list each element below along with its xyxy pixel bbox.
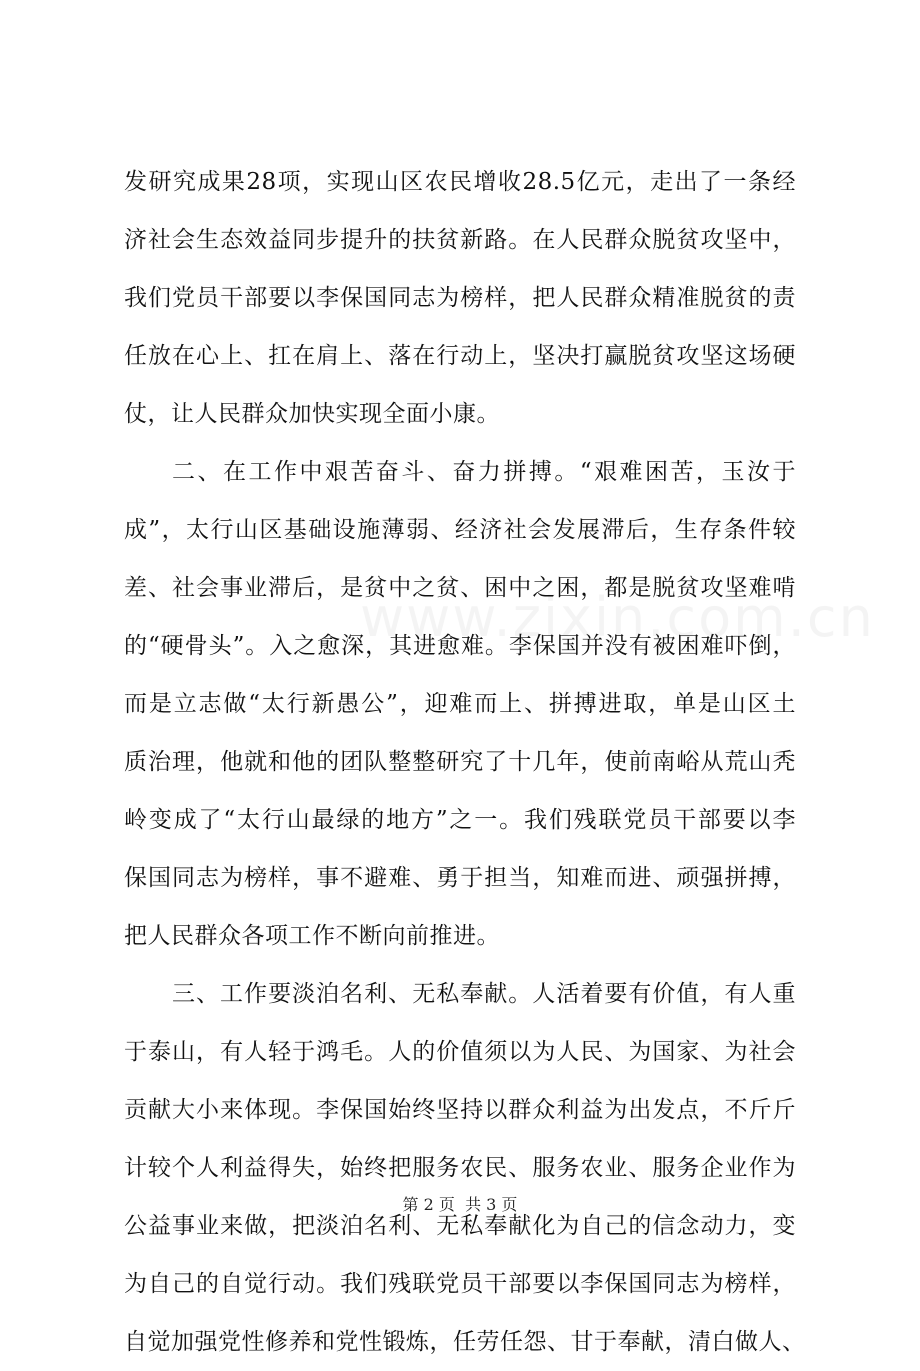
text-line: 质治理，他就和他的团队整整研究了十几年，使前南峪从荒山秃 [124,749,796,775]
text-line: 于泰山，有人轻于鸿毛。人的价值须以为人民、为国家、为社会 [124,1039,796,1065]
text-line: 济社会生态效益同步提升的扶贫新路。在人民群众脱贫攻坚中， [124,227,796,253]
page-footer [0,1192,920,1215]
text-line: 而是立志做“太行新愚公”，迎难而上、拼搏进取，单是山区土 [124,691,796,717]
text-line: 计较个人利益得失，始终把服务农民、服务农业、服务企业作为 [124,1155,796,1181]
text-line: 岭变成了“太行山最绿的地方”之一。我们残联党员干部要以李 [124,807,796,833]
text-line: 任放在心上、扛在肩上、落在行动上，坚决打赢脱贫攻坚这场硬 [124,343,796,369]
document-body [124,153,806,1371]
text-line: 公益事业来做，把淡泊名利、无私奉献化为自己的信念动力，变 [124,1213,796,1239]
text-line: 自觉加强党性修养和党性锻炼，任劳任怨、甘于奉献，清白做人、 [124,1329,806,1355]
text-line: 三、工作要淡泊名利、无私奉献。人活着要有价值，有人重 [172,981,796,1007]
text-line: 二、在工作中艰苦奋斗、奋力拼搏。“艰难困苦，玉汝于 [172,459,796,485]
text-line: 保国同志为榜样，事不避难、勇于担当，知难而进、顽强拼搏， [124,865,796,891]
page-number-label: 第 2 页 共 3 页 [402,1195,518,1214]
text-line: 我们党员干部要以李保国同志为榜样，把人民群众精准脱贫的责 [124,285,796,311]
text-line: 仗，让人民群众加快实现全面小康。 [124,401,500,427]
text-line: 差、社会事业滞后，是贫中之贫、困中之困，都是脱贫攻坚难啃 [124,575,796,601]
text-line: 发研究成果28项，实现山区农民增收28.5亿元，走出了一条经 [124,169,796,195]
text-line: 贡献大小来体现。李保国始终坚持以群众利益为出发点，不斤斤 [124,1097,796,1123]
text-line: 为自己的自觉行动。我们残联党员干部要以李保国同志为榜样， [124,1271,796,1297]
text-line: 的“硬骨头”。入之愈深，其进愈难。李保国并没有被困难吓倒， [124,633,796,659]
text-line: 成”，太行山区基础设施薄弱、经济社会发展滞后，生存条件较 [124,517,796,543]
text-line: 把人民群众各项工作不断向前推进。 [124,923,500,949]
